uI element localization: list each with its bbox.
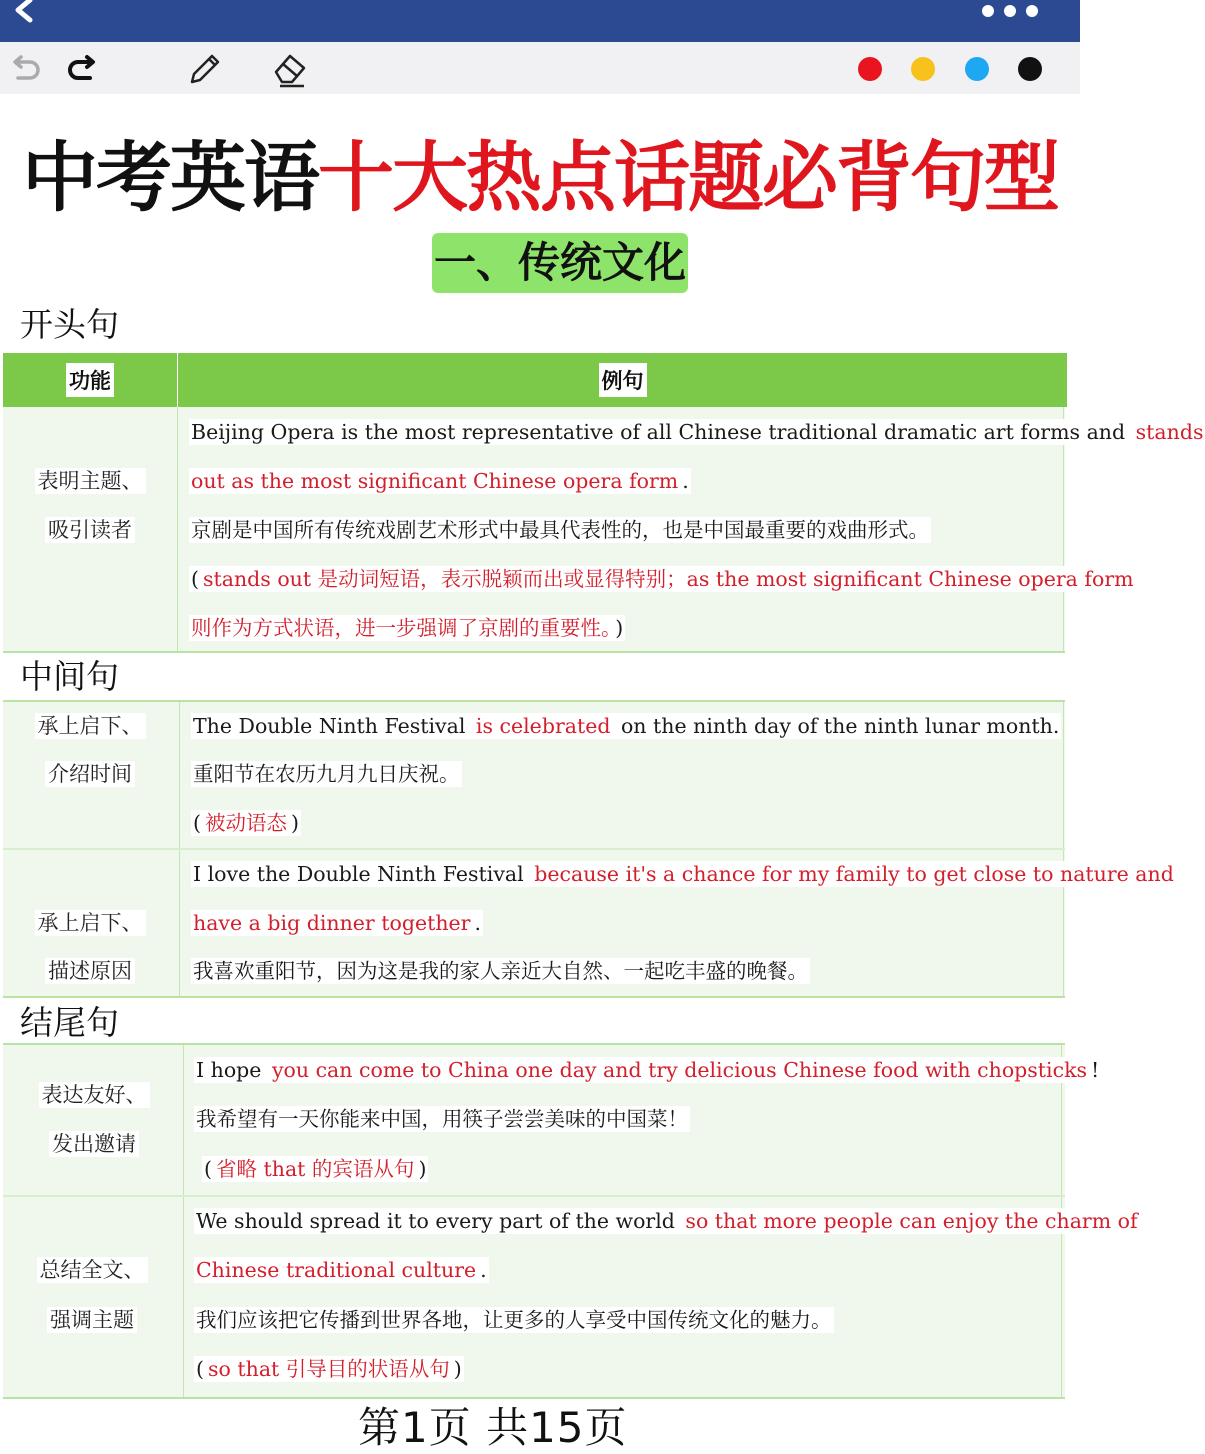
pen-color-red[interactable]: [858, 57, 882, 81]
undo-icon[interactable]: [6, 48, 46, 88]
func-label: 描述原因: [30, 958, 150, 984]
func-label: 表明主题、: [30, 468, 150, 494]
example-line: have a big dinner together .: [193, 911, 481, 935]
title-black-part: 中考英语: [22, 133, 318, 222]
example-note: ( 被动语态 ): [193, 811, 299, 835]
example-translation: 我希望有一天你能来中国，用筷子尝尝美味的中国菜！: [196, 1107, 688, 1131]
func-label: 强调主题: [32, 1307, 152, 1333]
func-label: 介绍时间: [30, 761, 150, 787]
example-line: I hope you can come to China one day and try delicious Chinese food with chopsticks !: [196, 1058, 1100, 1082]
example-note: 则作为方式状语，进一步强调了京剧的重要性。 ): [191, 616, 624, 640]
title-red-part: 十大热点话题必背句型: [318, 133, 1058, 222]
example-line: I love the Double Ninth Festival because it's a chance for my family to get close to nature and: [193, 862, 1174, 886]
example-translation: 我喜欢重阳节，因为这是我的家人亲近大自然、一起吃丰盛的晚餐。: [193, 959, 808, 983]
example-line: The Double Ninth Festival is celebrated on the ninth day of the ninth lunar month.: [193, 714, 1060, 738]
example-translation: 我们应该把它传播到世界各地，让更多的人享受中国传统文化的魅力。: [196, 1308, 832, 1332]
top-nav-bar: [0, 0, 1080, 42]
page-title: [22, 132, 1072, 224]
eraser-icon[interactable]: [270, 48, 310, 88]
example-note: ( stands out 是动词短语，表示脱颖而出或显得特别；as the most significant Chinese opera form: [191, 567, 1134, 591]
header-func: 功能: [3, 353, 177, 407]
func-label: 总结全文、: [32, 1257, 152, 1283]
redo-icon[interactable]: [62, 48, 102, 88]
example-translation: 京剧是中国所有传统戏剧艺术形式中最具代表性的，也是中国最重要的戏曲形式。: [191, 518, 929, 542]
pen-color-black[interactable]: [1018, 57, 1042, 81]
header-example: 例句: [178, 353, 1067, 407]
table-header: [3, 353, 1067, 407]
func-label: 表达友好、: [34, 1082, 154, 1108]
pencil-icon[interactable]: [184, 48, 224, 88]
section-heading-closing: 结尾句: [20, 1003, 119, 1042]
pen-color-blue[interactable]: [965, 57, 989, 81]
func-label: 承上启下、: [30, 910, 150, 936]
section-banner: 一、传统文化: [432, 233, 688, 293]
example-note: ( 省略 that 的宾语从句 ): [204, 1157, 427, 1181]
section-heading-opening: 开头句: [20, 305, 119, 344]
example-line: We should spread it to every part of the world so that more people can enjoy the charm of: [196, 1209, 1138, 1233]
func-label: 吸引读者: [30, 517, 150, 543]
page-number: 第1页 共15页: [358, 1403, 628, 1452]
more-icon[interactable]: [982, 3, 1046, 19]
back-icon[interactable]: [4, 0, 38, 24]
example-note: ( so that 引导目的状语从句 ): [196, 1357, 462, 1381]
example-line: out as the most significant Chinese opera form .: [191, 469, 689, 493]
example-line: Chinese traditional culture .: [196, 1258, 487, 1282]
func-label: 承上启下、: [30, 713, 150, 739]
section-heading-middle: 中间句: [20, 657, 119, 696]
func-label: 发出邀请: [34, 1131, 154, 1157]
example-translation: 重阳节在农历九月九日庆祝。: [193, 762, 460, 786]
pen-color-yellow[interactable]: [911, 57, 935, 81]
example-line: Beijing Opera is the most representative of all Chinese traditional dramatic art forms and stands: [191, 420, 1204, 444]
